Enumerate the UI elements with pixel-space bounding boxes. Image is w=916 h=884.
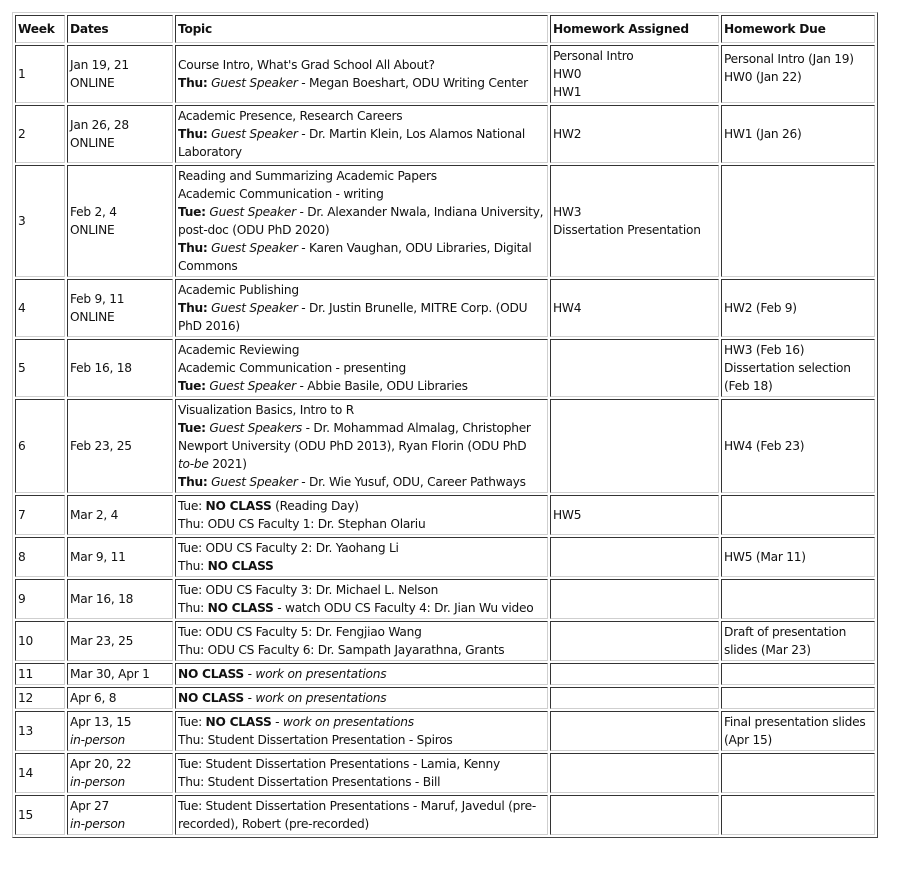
italic-text: in-person: [70, 733, 126, 747]
homework-due-cell: [721, 495, 875, 535]
bold-text: Thu:: [178, 241, 208, 255]
topic-line: Academic Publishing: [178, 283, 299, 297]
homework-assigned-item: HW5: [553, 508, 582, 522]
homework-due-item: Personal Intro (Jan 19): [724, 52, 854, 66]
homework-assigned-cell: [550, 663, 719, 685]
bold-text: Thu:: [178, 127, 208, 141]
dates-line: ONLINE: [70, 136, 115, 150]
dates-cell: [67, 537, 173, 577]
dates-cell: [67, 45, 173, 103]
topic-cell: [175, 339, 548, 397]
dates-cell: [67, 165, 173, 277]
dates-line: Jan 19, 21: [70, 58, 129, 72]
italic-text: Guest Speaker: [209, 379, 296, 393]
homework-due-cell: [721, 279, 875, 337]
dates-line: Apr 27: [70, 799, 109, 813]
topic-line: Thu: Guest Speaker - Dr. Martin Klein, Los Alamos National Laboratory: [178, 127, 526, 159]
homework-assigned-cell: [550, 339, 719, 397]
topic-cell: [175, 621, 548, 661]
homework-due-item: Draft of presentation slides (Mar 23): [724, 625, 847, 657]
bold-text: NO CLASS: [205, 715, 272, 729]
homework-due-item: HW3 (Feb 16): [724, 343, 805, 357]
homework-assigned-cell: [550, 753, 719, 793]
topic-cell: [175, 579, 548, 619]
table-row: [15, 537, 875, 577]
bold-text: Thu:: [178, 475, 208, 489]
header-dates: Dates: [67, 15, 173, 43]
dates-cell: [67, 279, 173, 337]
topic-cell: [175, 45, 548, 103]
header-topic: Topic: [175, 15, 548, 43]
bold-text: NO CLASS: [178, 691, 244, 705]
schedule-container: [12, 12, 878, 838]
topic-line: Visualization Basics, Intro to R: [178, 403, 354, 417]
week-cell: 9: [15, 579, 65, 619]
topic-line: Course Intro, What's Grad School All About?: [178, 58, 435, 72]
homework-due-item: HW1 (Jan 26): [724, 127, 802, 141]
week-cell: 5: [15, 339, 65, 397]
dates-cell: [67, 663, 173, 685]
homework-due-cell: [721, 795, 875, 835]
dates-cell: [67, 399, 173, 493]
table-row: [15, 165, 875, 277]
week-cell: 7: [15, 495, 65, 535]
topic-line: Thu: Guest Speaker - Dr. Justin Brunelle, MITRE Corp. (ODU PhD 2016): [178, 301, 528, 333]
homework-due-cell: [721, 711, 875, 751]
dates-line: Feb 16, 18: [70, 361, 132, 375]
homework-assigned-cell: [550, 711, 719, 751]
header-week: Week: [15, 15, 65, 43]
dates-line: Mar 16, 18: [70, 592, 134, 606]
topic-line: Tue: NO CLASS - work on presentations: [178, 715, 414, 729]
dates-line: [70, 731, 170, 749]
dates-line: Apr 20, 22: [70, 757, 132, 771]
homework-assigned-cell: [550, 795, 719, 835]
homework-assigned-cell: [550, 579, 719, 619]
topic-line: Thu: Student Dissertation Presentations - Bill: [178, 775, 441, 789]
topic-cell: [175, 795, 548, 835]
table-row: [15, 45, 875, 103]
homework-assigned-item: HW4: [553, 301, 582, 315]
italic-text: Guest Speaker: [211, 241, 298, 255]
topic-cell: [175, 753, 548, 793]
homework-assigned-item: Personal Intro: [553, 49, 634, 63]
topic-cell: [175, 399, 548, 493]
topic-cell: [175, 279, 548, 337]
topic-line: Academic Reviewing: [178, 343, 300, 357]
table-row: [15, 495, 875, 535]
homework-due-cell: [721, 621, 875, 661]
dates-line: Mar 30, Apr 1: [70, 667, 150, 681]
topic-line: Academic Communication - writing: [178, 187, 384, 201]
dates-line: Mar 23, 25: [70, 634, 134, 648]
dates-cell: [67, 795, 173, 835]
topic-line: Tue: ODU CS Faculty 5: Dr. Fengjiao Wang: [178, 625, 422, 639]
italic-text: to-be: [178, 457, 209, 471]
topic-line: Tue: Guest Speaker - Abbie Basile, ODU Libraries: [178, 379, 468, 393]
topic-line: Thu: NO CLASS - watch ODU CS Faculty 4: Dr. Jian Wu video: [178, 601, 534, 615]
homework-assigned-item: HW0: [553, 67, 582, 81]
table-row: [15, 687, 875, 709]
week-cell: 1: [15, 45, 65, 103]
homework-assigned-item: HW1: [553, 85, 582, 99]
week-cell: 13: [15, 711, 65, 751]
week-cell: 14: [15, 753, 65, 793]
homework-assigned-cell: [550, 165, 719, 277]
topic-line: Thu: Student Dissertation Presentation - Spiros: [178, 733, 453, 747]
dates-line: ONLINE: [70, 310, 115, 324]
week-cell: 11: [15, 663, 65, 685]
topic-line: Tue: NO CLASS (Reading Day): [178, 499, 359, 513]
topic-line: Thu: Guest Speaker - Karen Vaughan, ODU Libraries, Digital Commons: [178, 241, 532, 273]
homework-due-cell: [721, 105, 875, 163]
homework-assigned-cell: [550, 105, 719, 163]
topic-cell: [175, 687, 548, 709]
homework-assigned-cell: [550, 687, 719, 709]
dates-line: ONLINE: [70, 76, 115, 90]
topic-line: Tue: ODU CS Faculty 2: Dr. Yaohang Li: [178, 541, 399, 555]
homework-assigned-cell: [550, 399, 719, 493]
bold-text: Thu:: [178, 301, 208, 315]
dates-line: Apr 6, 8: [70, 691, 117, 705]
dates-line: Apr 13, 15: [70, 715, 132, 729]
topic-line: Academic Presence, Research Careers: [178, 109, 403, 123]
dates-cell: [67, 339, 173, 397]
course-schedule-table: [12, 12, 878, 838]
italic-text: Guest Speakers: [209, 421, 302, 435]
dates-line: ONLINE: [70, 223, 115, 237]
week-cell: 6: [15, 399, 65, 493]
table-row: [15, 105, 875, 163]
table-row: [15, 711, 875, 751]
bold-text: NO CLASS: [207, 559, 274, 573]
table-row: [15, 279, 875, 337]
table-body: [15, 45, 875, 835]
homework-assigned-cell: [550, 45, 719, 103]
homework-assigned-cell: [550, 621, 719, 661]
homework-due-cell: [721, 339, 875, 397]
dates-line: Feb 9, 11: [70, 292, 125, 306]
dates-line: Jan 26, 28: [70, 118, 129, 132]
table-row: [15, 795, 875, 835]
homework-assigned-item: HW3: [553, 205, 582, 219]
italic-text: in-person: [70, 775, 126, 789]
topic-line: Thu: ODU CS Faculty 6: Dr. Sampath Jayarathna, Grants: [178, 643, 505, 657]
topic-line: Tue: ODU CS Faculty 3: Dr. Michael L. Nelson: [178, 583, 439, 597]
italic-text: Guest Speaker: [211, 301, 298, 315]
italic-text: Guest Speaker: [211, 127, 298, 141]
italic-text: Guest Speaker: [211, 475, 298, 489]
week-cell: 3: [15, 165, 65, 277]
homework-due-item: Final presentation slides (Apr 15): [724, 715, 866, 747]
dates-line: Mar 2, 4: [70, 508, 119, 522]
italic-text: Guest Speaker: [209, 205, 296, 219]
dates-cell: [67, 687, 173, 709]
bold-text: Tue:: [178, 421, 206, 435]
dates-line: [70, 815, 170, 833]
italic-text: work on presentations: [255, 691, 387, 705]
italic-text: work on presentations: [255, 667, 387, 681]
homework-due-cell: [721, 663, 875, 685]
bold-text: NO CLASS: [207, 601, 274, 615]
week-cell: 15: [15, 795, 65, 835]
homework-due-cell: [721, 537, 875, 577]
bold-text: Tue:: [178, 205, 206, 219]
topic-cell: [175, 537, 548, 577]
topic-line: Tue: Guest Speakers - Dr. Mohammad Almalag, Christopher Newport University (ODU PhD 2013), Ryan Florin (ODU PhD to-be 2021): [178, 421, 531, 471]
dates-cell: [67, 753, 173, 793]
homework-assigned-cell: [550, 495, 719, 535]
topic-line: Thu: ODU CS Faculty 1: Dr. Stephan Olariu: [178, 517, 426, 531]
italic-text: in-person: [70, 817, 126, 831]
homework-assigned-item: Dissertation Presentation: [553, 223, 701, 237]
bold-text: Thu:: [178, 76, 208, 90]
table-row: [15, 579, 875, 619]
topic-cell: [175, 663, 548, 685]
topic-cell: [175, 105, 548, 163]
table-row: [15, 399, 875, 493]
italic-text: work on presentations: [282, 715, 414, 729]
dates-line: Feb 23, 25: [70, 439, 132, 453]
homework-due-cell: [721, 687, 875, 709]
homework-due-item: HW0 (Jan 22): [724, 70, 802, 84]
week-cell: 2: [15, 105, 65, 163]
bold-text: NO CLASS: [178, 667, 244, 681]
homework-due-item: Dissertation selection (Feb 18): [724, 361, 851, 393]
dates-line: [70, 773, 170, 791]
dates-line: Feb 2, 4: [70, 205, 117, 219]
homework-due-cell: [721, 165, 875, 277]
homework-assigned-item: HW2: [553, 127, 582, 141]
topic-cell: [175, 711, 548, 751]
homework-assigned-cell: [550, 279, 719, 337]
table-row: [15, 621, 875, 661]
dates-cell: [67, 579, 173, 619]
header-homework-due: Homework Due: [721, 15, 875, 43]
topic-line: Tue: Guest Speaker - Dr. Alexander Nwala, Indiana University, post-doc (ODU PhD 2020): [178, 205, 544, 237]
topic-line: Thu: NO CLASS: [178, 559, 274, 573]
dates-cell: [67, 621, 173, 661]
homework-due-cell: [721, 399, 875, 493]
italic-text: Guest Speaker: [211, 76, 298, 90]
topic-cell: [175, 495, 548, 535]
homework-due-item: HW4 (Feb 23): [724, 439, 805, 453]
dates-cell: [67, 711, 173, 751]
dates-line: Mar 9, 11: [70, 550, 126, 564]
topic-line: Academic Communication - presenting: [178, 361, 406, 375]
topic-line: Reading and Summarizing Academic Papers: [178, 169, 437, 183]
topic-line: Thu: Guest Speaker - Dr. Wie Yusuf, ODU, Career Pathways: [178, 475, 526, 489]
header-homework-assigned: Homework Assigned: [550, 15, 719, 43]
table-header-row: [15, 15, 875, 43]
homework-assigned-cell: [550, 537, 719, 577]
bold-text: Tue:: [178, 379, 206, 393]
table-row: [15, 753, 875, 793]
topic-line: NO CLASS - work on presentations: [178, 691, 387, 705]
table-row: [15, 663, 875, 685]
week-cell: 10: [15, 621, 65, 661]
homework-due-cell: [721, 579, 875, 619]
topic-cell: [175, 165, 548, 277]
topic-line: Tue: Student Dissertation Presentations - Maruf, Javedul (pre-recorded), Robert (pre-recorded): [178, 799, 537, 831]
dates-cell: [67, 495, 173, 535]
topic-line: NO CLASS - work on presentations: [178, 667, 387, 681]
table-row: [15, 339, 875, 397]
homework-due-cell: [721, 45, 875, 103]
week-cell: 8: [15, 537, 65, 577]
homework-due-cell: [721, 753, 875, 793]
topic-line: Thu: Guest Speaker - Megan Boeshart, ODU Writing Center: [178, 76, 528, 90]
week-cell: 4: [15, 279, 65, 337]
homework-due-item: HW2 (Feb 9): [724, 301, 797, 315]
homework-due-item: HW5 (Mar 11): [724, 550, 806, 564]
dates-cell: [67, 105, 173, 163]
week-cell: 12: [15, 687, 65, 709]
bold-text: NO CLASS: [205, 499, 272, 513]
topic-line: Tue: Student Dissertation Presentations - Lamia, Kenny: [178, 757, 500, 771]
